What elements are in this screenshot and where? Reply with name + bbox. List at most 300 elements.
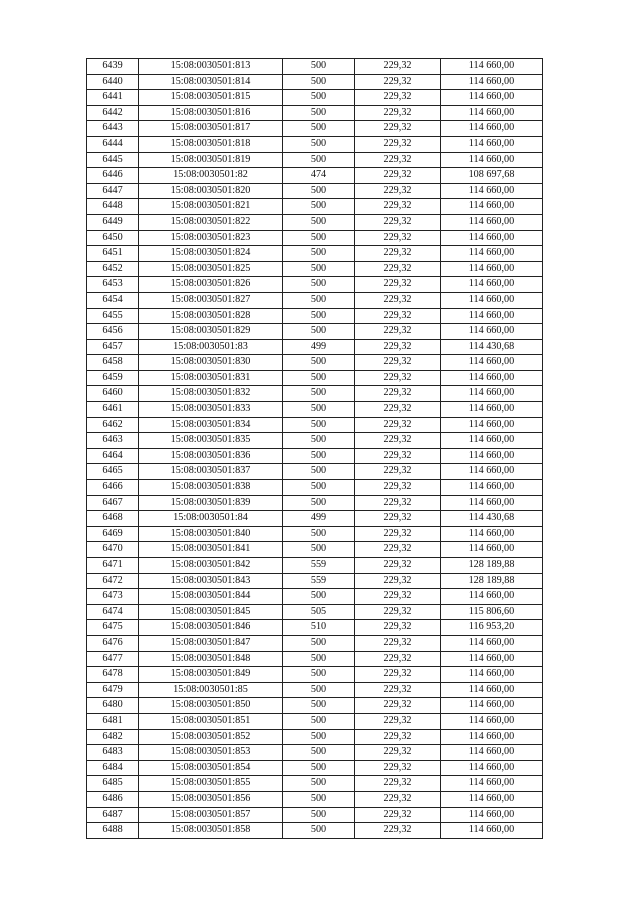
area-cell: 500: [283, 433, 355, 449]
cadastral-number-cell: 15:08:0030501:828: [139, 308, 283, 324]
amount-cell: 114 660,00: [441, 760, 543, 776]
cadastral-number-cell: 15:08:0030501:846: [139, 620, 283, 636]
cadastral-number-cell: 15:08:0030501:826: [139, 277, 283, 293]
land-plots-table: [86, 58, 543, 839]
rate-cell: 229,32: [355, 635, 441, 651]
amount-cell: 114 660,00: [441, 433, 543, 449]
area-cell: 500: [283, 261, 355, 277]
cadastral-number-cell: 15:08:0030501:813: [139, 59, 283, 75]
rate-cell: 229,32: [355, 495, 441, 511]
table-row: [87, 105, 543, 121]
area-cell: 500: [283, 745, 355, 761]
table-row: [87, 745, 543, 761]
rate-cell: 229,32: [355, 651, 441, 667]
table-row: [87, 339, 543, 355]
rate-cell: 229,32: [355, 480, 441, 496]
table-row: [87, 214, 543, 230]
amount-cell: 114 660,00: [441, 59, 543, 75]
amount-cell: 114 660,00: [441, 199, 543, 215]
cadastral-number-cell: 15:08:0030501:816: [139, 105, 283, 121]
area-cell: 500: [283, 698, 355, 714]
rate-cell: 229,32: [355, 776, 441, 792]
cadastral-number-cell: 15:08:0030501:842: [139, 558, 283, 574]
table-row: [87, 542, 543, 558]
row-number-cell: 6445: [87, 152, 139, 168]
amount-cell: 114 660,00: [441, 495, 543, 511]
table-row: [87, 168, 543, 184]
rate-cell: 229,32: [355, 682, 441, 698]
cadastral-number-cell: 15:08:0030501:834: [139, 417, 283, 433]
rate-cell: 229,32: [355, 713, 441, 729]
row-number-cell: 6485: [87, 776, 139, 792]
amount-cell: 114 660,00: [441, 74, 543, 90]
row-number-cell: 6472: [87, 573, 139, 589]
row-number-cell: 6467: [87, 495, 139, 511]
row-number-cell: 6444: [87, 136, 139, 152]
cadastral-number-cell: 15:08:0030501:83: [139, 339, 283, 355]
amount-cell: 128 189,88: [441, 558, 543, 574]
row-number-cell: 6481: [87, 713, 139, 729]
cadastral-number-cell: 15:08:0030501:825: [139, 261, 283, 277]
area-cell: 500: [283, 495, 355, 511]
rate-cell: 229,32: [355, 433, 441, 449]
rate-cell: 229,32: [355, 823, 441, 839]
row-number-cell: 6460: [87, 386, 139, 402]
cadastral-number-cell: 15:08:0030501:814: [139, 74, 283, 90]
area-cell: 500: [283, 651, 355, 667]
cadastral-number-cell: 15:08:0030501:843: [139, 573, 283, 589]
table-row: [87, 682, 543, 698]
cadastral-number-cell: 15:08:0030501:847: [139, 635, 283, 651]
area-cell: 500: [283, 542, 355, 558]
amount-cell: 114 660,00: [441, 402, 543, 418]
amount-cell: 114 660,00: [441, 277, 543, 293]
row-number-cell: 6450: [87, 230, 139, 246]
row-number-cell: 6488: [87, 823, 139, 839]
table-row: [87, 370, 543, 386]
area-cell: 500: [283, 199, 355, 215]
cadastral-number-cell: 15:08:0030501:845: [139, 604, 283, 620]
table-row: [87, 604, 543, 620]
amount-cell: 114 660,00: [441, 635, 543, 651]
table-row: [87, 511, 543, 527]
amount-cell: 114 660,00: [441, 823, 543, 839]
area-cell: 500: [283, 136, 355, 152]
area-cell: 510: [283, 620, 355, 636]
cadastral-number-cell: 15:08:0030501:858: [139, 823, 283, 839]
cadastral-number-cell: 15:08:0030501:817: [139, 121, 283, 137]
area-cell: 500: [283, 370, 355, 386]
table-body: [87, 59, 543, 839]
row-number-cell: 6471: [87, 558, 139, 574]
table-row: [87, 402, 543, 418]
rate-cell: 229,32: [355, 355, 441, 371]
cadastral-number-cell: 15:08:0030501:819: [139, 152, 283, 168]
rate-cell: 229,32: [355, 526, 441, 542]
rate-cell: 229,32: [355, 339, 441, 355]
cadastral-number-cell: 15:08:0030501:855: [139, 776, 283, 792]
rate-cell: 229,32: [355, 370, 441, 386]
amount-cell: 114 660,00: [441, 807, 543, 823]
amount-cell: 114 660,00: [441, 480, 543, 496]
amount-cell: 114 660,00: [441, 214, 543, 230]
amount-cell: 114 660,00: [441, 136, 543, 152]
amount-cell: 114 430,68: [441, 511, 543, 527]
row-number-cell: 6442: [87, 105, 139, 121]
area-cell: 500: [283, 355, 355, 371]
rate-cell: 229,32: [355, 59, 441, 75]
table-row: [87, 433, 543, 449]
table-row: [87, 573, 543, 589]
row-number-cell: 6451: [87, 246, 139, 262]
cadastral-number-cell: 15:08:0030501:830: [139, 355, 283, 371]
row-number-cell: 6480: [87, 698, 139, 714]
area-cell: 500: [283, 121, 355, 137]
amount-cell: 108 697,68: [441, 168, 543, 184]
table-row: [87, 635, 543, 651]
row-number-cell: 6474: [87, 604, 139, 620]
rate-cell: 229,32: [355, 90, 441, 106]
area-cell: 500: [283, 152, 355, 168]
area-cell: 500: [283, 74, 355, 90]
amount-cell: 116 953,20: [441, 620, 543, 636]
area-cell: 500: [283, 105, 355, 121]
row-number-cell: 6473: [87, 589, 139, 605]
cadastral-number-cell: 15:08:0030501:835: [139, 433, 283, 449]
area-cell: 500: [283, 713, 355, 729]
rate-cell: 229,32: [355, 402, 441, 418]
table-row: [87, 495, 543, 511]
area-cell: 500: [283, 526, 355, 542]
rate-cell: 229,32: [355, 511, 441, 527]
cadastral-number-cell: 15:08:0030501:815: [139, 90, 283, 106]
table-row: [87, 448, 543, 464]
area-cell: 500: [283, 682, 355, 698]
cadastral-number-cell: 15:08:0030501:854: [139, 760, 283, 776]
table-row: [87, 698, 543, 714]
row-number-cell: 6466: [87, 480, 139, 496]
table-row: [87, 136, 543, 152]
row-number-cell: 6486: [87, 791, 139, 807]
table-row: [87, 74, 543, 90]
rate-cell: 229,32: [355, 729, 441, 745]
cadastral-number-cell: 15:08:0030501:856: [139, 791, 283, 807]
table-row: [87, 480, 543, 496]
table-row: [87, 90, 543, 106]
rate-cell: 229,32: [355, 121, 441, 137]
rate-cell: 229,32: [355, 589, 441, 605]
row-number-cell: 6455: [87, 308, 139, 324]
table-row: [87, 417, 543, 433]
table-row: [87, 729, 543, 745]
area-cell: 500: [283, 807, 355, 823]
table-row: [87, 355, 543, 371]
cadastral-number-cell: 15:08:0030501:844: [139, 589, 283, 605]
rate-cell: 229,32: [355, 417, 441, 433]
area-cell: 500: [283, 448, 355, 464]
area-cell: 500: [283, 246, 355, 262]
area-cell: 500: [283, 402, 355, 418]
cadastral-number-cell: 15:08:0030501:82: [139, 168, 283, 184]
rate-cell: 229,32: [355, 558, 441, 574]
table-row: [87, 230, 543, 246]
cadastral-number-cell: 15:08:0030501:822: [139, 214, 283, 230]
rate-cell: 229,32: [355, 464, 441, 480]
rate-cell: 229,32: [355, 386, 441, 402]
amount-cell: 114 660,00: [441, 183, 543, 199]
table-row: [87, 152, 543, 168]
rate-cell: 229,32: [355, 573, 441, 589]
row-number-cell: 6478: [87, 667, 139, 683]
row-number-cell: 6479: [87, 682, 139, 698]
rate-cell: 229,32: [355, 230, 441, 246]
cadastral-number-cell: 15:08:0030501:824: [139, 246, 283, 262]
rate-cell: 229,32: [355, 277, 441, 293]
area-cell: 500: [283, 386, 355, 402]
row-number-cell: 6448: [87, 199, 139, 215]
area-cell: 500: [283, 791, 355, 807]
area-cell: 500: [283, 823, 355, 839]
area-cell: 500: [283, 214, 355, 230]
row-number-cell: 6457: [87, 339, 139, 355]
rate-cell: 229,32: [355, 246, 441, 262]
rate-cell: 229,32: [355, 667, 441, 683]
cadastral-number-cell: 15:08:0030501:832: [139, 386, 283, 402]
cadastral-number-cell: 15:08:0030501:818: [139, 136, 283, 152]
amount-cell: 114 660,00: [441, 448, 543, 464]
cadastral-number-cell: 15:08:0030501:853: [139, 745, 283, 761]
table-row: [87, 620, 543, 636]
row-number-cell: 6440: [87, 74, 139, 90]
area-cell: 474: [283, 168, 355, 184]
area-cell: 500: [283, 480, 355, 496]
area-cell: 500: [283, 776, 355, 792]
row-number-cell: 6484: [87, 760, 139, 776]
area-cell: 559: [283, 558, 355, 574]
row-number-cell: 6462: [87, 417, 139, 433]
area-cell: 500: [283, 308, 355, 324]
cadastral-number-cell: 15:08:0030501:848: [139, 651, 283, 667]
amount-cell: 114 660,00: [441, 464, 543, 480]
rate-cell: 229,32: [355, 760, 441, 776]
row-number-cell: 6465: [87, 464, 139, 480]
table-row: [87, 324, 543, 340]
area-cell: 500: [283, 464, 355, 480]
cadastral-number-cell: 15:08:0030501:838: [139, 480, 283, 496]
amount-cell: 128 189,88: [441, 573, 543, 589]
rate-cell: 229,32: [355, 152, 441, 168]
table-row: [87, 713, 543, 729]
amount-cell: 114 660,00: [441, 152, 543, 168]
rate-cell: 229,32: [355, 214, 441, 230]
table-row: [87, 183, 543, 199]
row-number-cell: 6439: [87, 59, 139, 75]
rate-cell: 229,32: [355, 308, 441, 324]
area-cell: 500: [283, 760, 355, 776]
rate-cell: 229,32: [355, 105, 441, 121]
table-row: [87, 464, 543, 480]
cadastral-number-cell: 15:08:0030501:829: [139, 324, 283, 340]
amount-cell: 114 660,00: [441, 308, 543, 324]
table-row: [87, 667, 543, 683]
amount-cell: 114 660,00: [441, 698, 543, 714]
rate-cell: 229,32: [355, 183, 441, 199]
table-row: [87, 776, 543, 792]
amount-cell: 114 660,00: [441, 776, 543, 792]
area-cell: 500: [283, 324, 355, 340]
row-number-cell: 6458: [87, 355, 139, 371]
rate-cell: 229,32: [355, 698, 441, 714]
amount-cell: 114 660,00: [441, 682, 543, 698]
table-row: [87, 121, 543, 137]
amount-cell: 114 660,00: [441, 105, 543, 121]
row-number-cell: 6477: [87, 651, 139, 667]
amount-cell: 114 660,00: [441, 246, 543, 262]
cadastral-number-cell: 15:08:0030501:820: [139, 183, 283, 199]
amount-cell: 114 660,00: [441, 261, 543, 277]
cadastral-number-cell: 15:08:0030501:851: [139, 713, 283, 729]
amount-cell: 114 660,00: [441, 589, 543, 605]
rate-cell: 229,32: [355, 448, 441, 464]
table-row: [87, 589, 543, 605]
rate-cell: 229,32: [355, 620, 441, 636]
area-cell: 505: [283, 604, 355, 620]
amount-cell: 114 430,68: [441, 339, 543, 355]
row-number-cell: 6446: [87, 168, 139, 184]
row-number-cell: 6443: [87, 121, 139, 137]
amount-cell: 115 806,60: [441, 604, 543, 620]
amount-cell: 114 660,00: [441, 417, 543, 433]
cadastral-number-cell: 15:08:0030501:839: [139, 495, 283, 511]
area-cell: 500: [283, 277, 355, 293]
cadastral-number-cell: 15:08:0030501:831: [139, 370, 283, 386]
amount-cell: 114 660,00: [441, 651, 543, 667]
amount-cell: 114 660,00: [441, 745, 543, 761]
rate-cell: 229,32: [355, 199, 441, 215]
cadastral-number-cell: 15:08:0030501:833: [139, 402, 283, 418]
cadastral-number-cell: 15:08:0030501:836: [139, 448, 283, 464]
area-cell: 500: [283, 729, 355, 745]
table-row: [87, 199, 543, 215]
table-row: [87, 807, 543, 823]
table-row: [87, 386, 543, 402]
amount-cell: 114 660,00: [441, 729, 543, 745]
area-cell: 500: [283, 90, 355, 106]
cadastral-number-cell: 15:08:0030501:84: [139, 511, 283, 527]
rate-cell: 229,32: [355, 745, 441, 761]
cadastral-number-cell: 15:08:0030501:837: [139, 464, 283, 480]
rate-cell: 229,32: [355, 261, 441, 277]
table-row: [87, 823, 543, 839]
row-number-cell: 6454: [87, 292, 139, 308]
row-number-cell: 6459: [87, 370, 139, 386]
table-row: [87, 292, 543, 308]
row-number-cell: 6470: [87, 542, 139, 558]
table-row: [87, 261, 543, 277]
table-row: [87, 277, 543, 293]
rate-cell: 229,32: [355, 807, 441, 823]
area-cell: 499: [283, 511, 355, 527]
row-number-cell: 6482: [87, 729, 139, 745]
table-row: [87, 308, 543, 324]
table-row: [87, 558, 543, 574]
table-row: [87, 59, 543, 75]
table-row: [87, 791, 543, 807]
rate-cell: 229,32: [355, 136, 441, 152]
cadastral-number-cell: 15:08:0030501:827: [139, 292, 283, 308]
area-cell: 500: [283, 417, 355, 433]
table-row: [87, 526, 543, 542]
area-cell: 559: [283, 573, 355, 589]
cadastral-number-cell: 15:08:0030501:841: [139, 542, 283, 558]
row-number-cell: 6469: [87, 526, 139, 542]
row-number-cell: 6452: [87, 261, 139, 277]
row-number-cell: 6441: [87, 90, 139, 106]
table-row: [87, 246, 543, 262]
amount-cell: 114 660,00: [441, 355, 543, 371]
rate-cell: 229,32: [355, 542, 441, 558]
amount-cell: 114 660,00: [441, 526, 543, 542]
rate-cell: 229,32: [355, 168, 441, 184]
area-cell: 499: [283, 339, 355, 355]
rate-cell: 229,32: [355, 791, 441, 807]
area-cell: 500: [283, 589, 355, 605]
row-number-cell: 6487: [87, 807, 139, 823]
row-number-cell: 6483: [87, 745, 139, 761]
row-number-cell: 6461: [87, 402, 139, 418]
amount-cell: 114 660,00: [441, 121, 543, 137]
cadastral-number-cell: 15:08:0030501:850: [139, 698, 283, 714]
cadastral-number-cell: 15:08:0030501:852: [139, 729, 283, 745]
table-row: [87, 651, 543, 667]
area-cell: 500: [283, 183, 355, 199]
amount-cell: 114 660,00: [441, 713, 543, 729]
row-number-cell: 6475: [87, 620, 139, 636]
row-number-cell: 6464: [87, 448, 139, 464]
amount-cell: 114 660,00: [441, 324, 543, 340]
row-number-cell: 6447: [87, 183, 139, 199]
rate-cell: 229,32: [355, 604, 441, 620]
table-row: [87, 760, 543, 776]
cadastral-number-cell: 15:08:0030501:840: [139, 526, 283, 542]
rate-cell: 229,32: [355, 74, 441, 90]
rate-cell: 229,32: [355, 324, 441, 340]
row-number-cell: 6463: [87, 433, 139, 449]
area-cell: 500: [283, 635, 355, 651]
cadastral-number-cell: 15:08:0030501:823: [139, 230, 283, 246]
amount-cell: 114 660,00: [441, 791, 543, 807]
amount-cell: 114 660,00: [441, 370, 543, 386]
area-cell: 500: [283, 230, 355, 246]
cadastral-number-cell: 15:08:0030501:849: [139, 667, 283, 683]
amount-cell: 114 660,00: [441, 292, 543, 308]
row-number-cell: 6449: [87, 214, 139, 230]
amount-cell: 114 660,00: [441, 230, 543, 246]
amount-cell: 114 660,00: [441, 90, 543, 106]
row-number-cell: 6468: [87, 511, 139, 527]
row-number-cell: 6456: [87, 324, 139, 340]
rate-cell: 229,32: [355, 292, 441, 308]
area-cell: 500: [283, 292, 355, 308]
row-number-cell: 6476: [87, 635, 139, 651]
area-cell: 500: [283, 59, 355, 75]
area-cell: 500: [283, 667, 355, 683]
cadastral-number-cell: 15:08:0030501:85: [139, 682, 283, 698]
amount-cell: 114 660,00: [441, 667, 543, 683]
cadastral-number-cell: 15:08:0030501:821: [139, 199, 283, 215]
amount-cell: 114 660,00: [441, 542, 543, 558]
row-number-cell: 6453: [87, 277, 139, 293]
